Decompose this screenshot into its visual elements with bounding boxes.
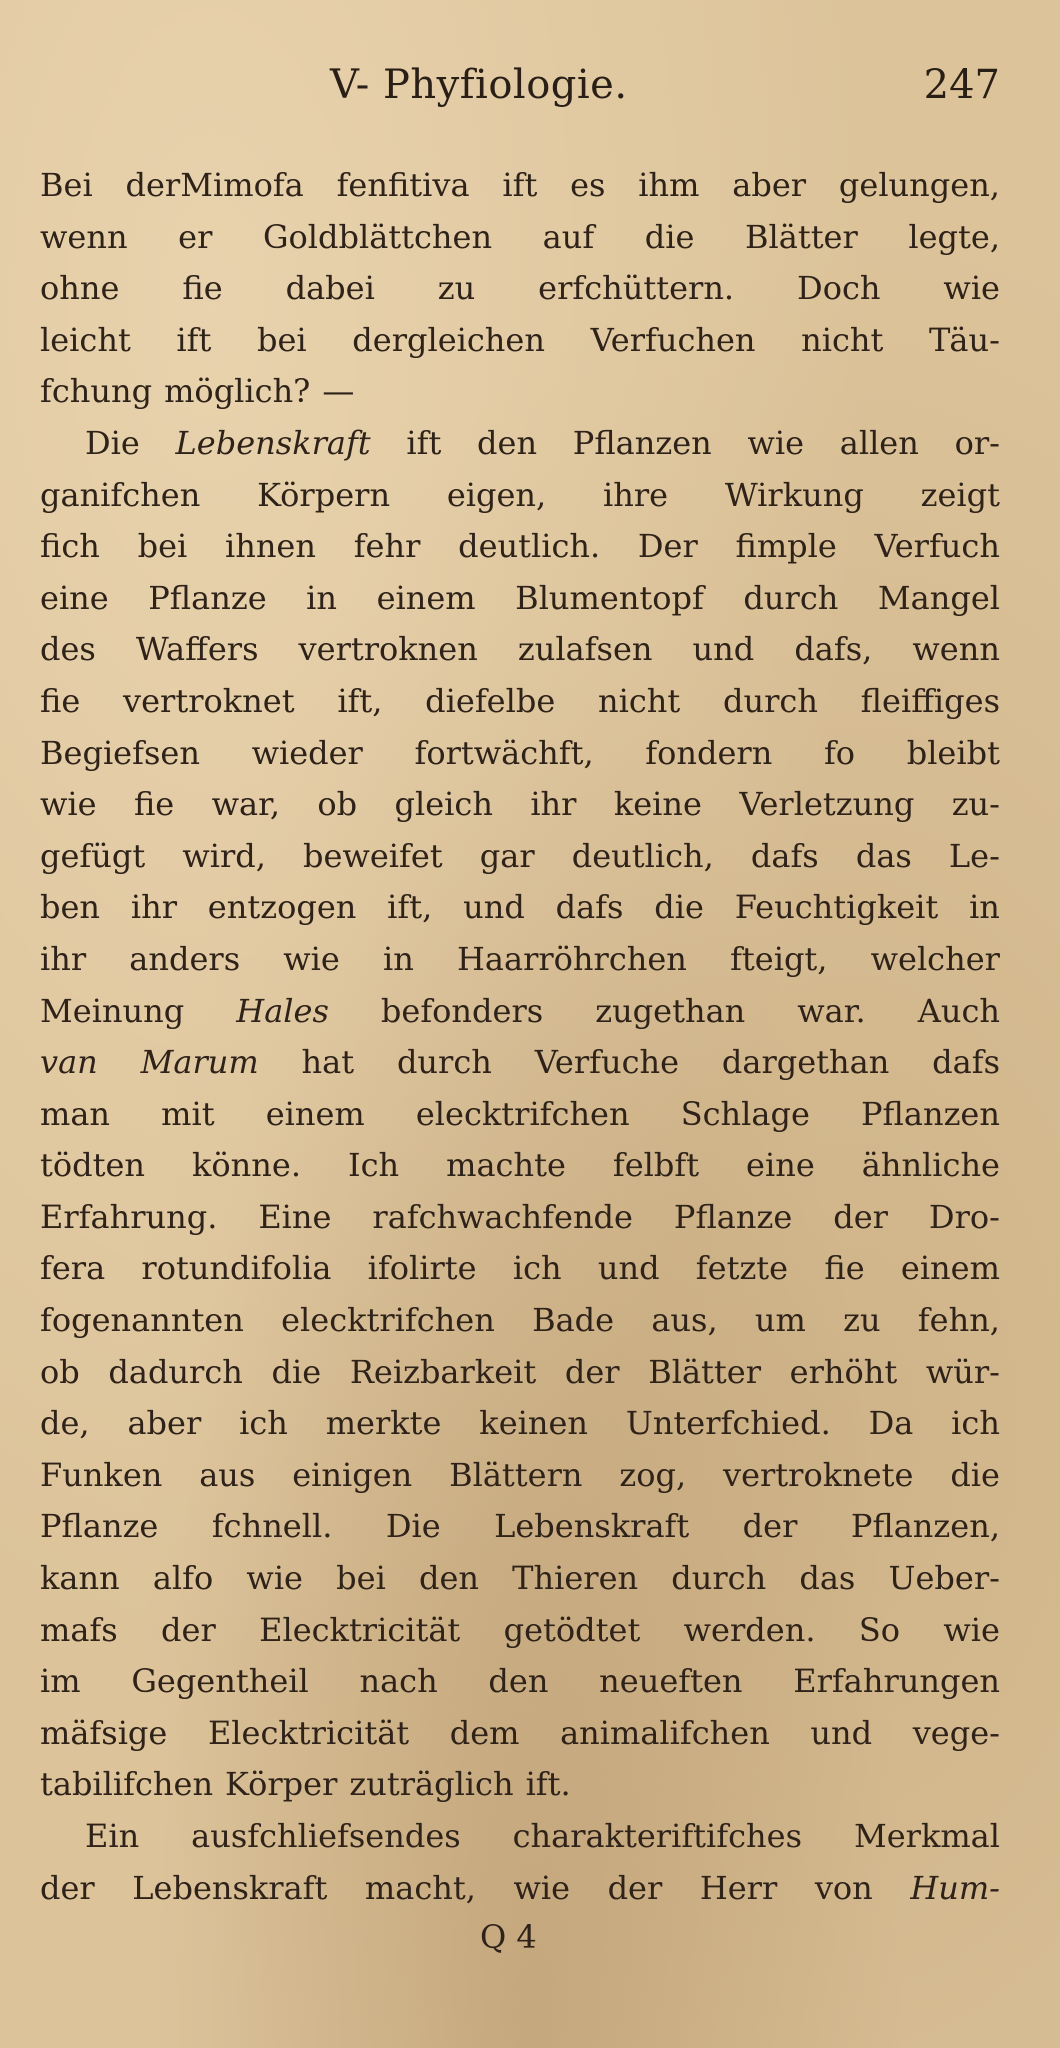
word: Erfahrung. — [40, 1197, 218, 1236]
word: Thieren — [512, 1559, 639, 1598]
word: Pflanzen — [861, 1094, 1000, 1133]
word: dem — [449, 1713, 520, 1752]
word: Körper — [225, 1765, 338, 1804]
word: welcher — [870, 939, 1000, 978]
word: ihnen — [224, 527, 316, 566]
word: deutlich. — [458, 527, 601, 566]
text-line — [40, 315, 1000, 367]
word: keinen — [479, 1404, 589, 1443]
word: fortwächft, — [414, 733, 594, 772]
word: eine — [40, 578, 109, 617]
word: befonders — [380, 991, 544, 1030]
text-line — [40, 1450, 1000, 1502]
word: charakteriftifches — [512, 1817, 802, 1855]
text-line — [40, 1605, 1000, 1657]
word: Pflanzen, — [850, 1507, 1000, 1546]
text-line — [40, 779, 1000, 831]
word: Der — [637, 527, 698, 566]
word: kann — [40, 1559, 120, 1598]
text-line — [40, 1501, 1000, 1553]
word: Die — [385, 1507, 441, 1546]
word: Dro- — [928, 1197, 1000, 1236]
word: Gegentheil — [131, 1662, 309, 1701]
word: die — [644, 217, 695, 256]
word: um — [754, 1301, 806, 1340]
word: ihr — [530, 785, 577, 824]
word: Da — [868, 1404, 914, 1443]
word: Verfuchen — [590, 320, 756, 359]
word: einem — [900, 1249, 1000, 1288]
word: fenfitiva — [336, 166, 470, 204]
word: wird, — [182, 836, 266, 875]
word: bei — [137, 527, 188, 566]
word: Le- — [948, 836, 1000, 875]
word: Goldblättchen — [262, 217, 493, 256]
word: aber — [127, 1404, 202, 1443]
word: bei — [256, 320, 307, 359]
word: Täu- — [929, 320, 1000, 359]
word: im — [40, 1662, 81, 1701]
text-line — [40, 624, 1000, 676]
word: Pflanze — [148, 578, 267, 617]
word: ihr — [40, 939, 87, 978]
word: ausfchliefsendes — [191, 1817, 461, 1855]
word: der — [833, 1197, 888, 1236]
text-line — [40, 986, 1000, 1038]
word: elecktrifchen — [281, 1301, 495, 1340]
word: mäfsige — [40, 1713, 168, 1752]
word: ob — [40, 1352, 80, 1391]
word: wie — [40, 785, 97, 824]
word: Elecktricität — [259, 1610, 461, 1649]
word: Herr — [699, 1868, 778, 1907]
word: Feuchtigkeit — [734, 888, 939, 927]
text-line — [40, 418, 1000, 470]
word: den — [488, 1662, 549, 1701]
word: Reizbarkeit — [349, 1352, 537, 1391]
word: hat — [301, 1043, 355, 1082]
word: den — [477, 423, 538, 462]
word: animalifchen — [560, 1713, 770, 1752]
text-line — [40, 212, 1000, 264]
running-head — [0, 62, 1060, 122]
page-number: 247 — [923, 62, 1000, 108]
word: ifolirte — [367, 1249, 477, 1288]
word: fera — [40, 1249, 106, 1288]
word: durch — [396, 1043, 492, 1082]
word: wie — [747, 423, 805, 462]
word: Meinung — [40, 991, 185, 1030]
word: Blätter — [648, 1352, 761, 1391]
word: Wirkung — [724, 475, 864, 514]
word: elecktrifchen — [415, 1094, 630, 1133]
word: wie — [513, 1868, 571, 1907]
word: vertroknen — [298, 630, 478, 669]
word: einem — [265, 1094, 365, 1133]
word: durch — [671, 1559, 767, 1598]
text-line — [40, 1708, 1000, 1760]
word: alfo — [152, 1559, 214, 1598]
word: felbft — [612, 1146, 700, 1185]
word: Mangel — [877, 578, 1000, 617]
word: ift — [176, 320, 212, 359]
word: durch — [723, 681, 818, 720]
word: wür- — [925, 1352, 1000, 1391]
word: von — [814, 1868, 873, 1907]
word: Marum — [140, 1043, 259, 1082]
word: aus — [199, 1455, 256, 1494]
word: gleich — [394, 785, 493, 824]
word: Auch — [917, 991, 1000, 1030]
word: man — [40, 1094, 111, 1133]
text-line — [40, 1192, 1000, 1244]
word: ift. — [525, 1765, 571, 1804]
word: der — [564, 1352, 620, 1391]
word: möglich? — [164, 372, 311, 411]
word: ift — [502, 166, 538, 204]
word: ihr — [130, 888, 177, 927]
word: einigen — [292, 1455, 413, 1494]
word: merkte — [325, 1404, 442, 1443]
word: nicht — [801, 320, 884, 359]
word: der — [161, 1610, 216, 1649]
word: ich — [239, 1404, 288, 1443]
word: ähnliche — [861, 1146, 1000, 1185]
word: Verfuche — [534, 1043, 680, 1082]
word: der — [607, 1868, 663, 1907]
word: eine — [746, 1146, 815, 1185]
word: eigen, — [446, 475, 547, 514]
word: könne. — [192, 1146, 301, 1185]
word: Pflanze — [40, 1507, 159, 1546]
text-line — [40, 882, 1000, 934]
word: So — [858, 1610, 901, 1649]
word: machte — [446, 1146, 566, 1185]
word: rotundifolia — [141, 1249, 332, 1288]
word: dafs — [932, 1043, 1000, 1082]
word: allen — [839, 423, 919, 462]
word: Lebenskraft — [175, 423, 371, 462]
word: fondern — [645, 733, 773, 772]
word: Ein — [85, 1817, 140, 1855]
word: fie — [182, 269, 223, 308]
word: rafchwachfende — [372, 1197, 633, 1236]
text-line — [40, 831, 1000, 883]
word: des — [40, 630, 96, 669]
word: fo — [823, 733, 856, 772]
word: vertroknet — [123, 681, 295, 720]
text-line — [40, 728, 1000, 780]
word: zulafsen — [517, 630, 653, 669]
word: nach — [359, 1662, 438, 1701]
word: Bade — [532, 1301, 615, 1340]
word: Eine — [258, 1197, 332, 1236]
word: Blätter — [745, 217, 858, 256]
text-line — [40, 1295, 1000, 1347]
word: ich — [951, 1404, 1000, 1443]
word: zeigt — [920, 475, 1000, 514]
text-line — [40, 366, 1000, 418]
text-line — [40, 470, 1000, 522]
word: zu — [843, 1301, 881, 1340]
word: und — [597, 1249, 660, 1288]
word: Merkmal — [853, 1817, 1000, 1855]
word: erfchüttern. — [538, 269, 735, 308]
word: Die — [85, 423, 140, 462]
word: zugethan — [595, 991, 746, 1030]
word: fie — [40, 681, 81, 720]
word: ich — [512, 1249, 562, 1288]
word: Begiefsen — [40, 733, 200, 772]
word: Doch — [797, 269, 881, 308]
word: und — [463, 888, 525, 927]
word: einem — [376, 578, 476, 617]
word: fie — [824, 1249, 865, 1288]
text-line — [40, 160, 1000, 212]
word: fleiffiges — [860, 681, 1000, 720]
word: war, — [211, 785, 281, 824]
word: Pflanzen — [572, 423, 712, 462]
word: Haarröhrchen — [457, 939, 687, 978]
word: dafs — [555, 888, 624, 927]
word: Ueber- — [888, 1559, 1000, 1598]
word: wie — [283, 939, 340, 978]
word: fchnell. — [211, 1507, 333, 1546]
word: dafs — [750, 836, 819, 875]
text-line — [40, 1863, 1000, 1915]
word: auf — [542, 217, 595, 256]
word: Schlage — [680, 1094, 810, 1133]
word: diefelbe — [425, 681, 556, 720]
word: Hum- — [910, 1868, 1000, 1907]
word: nicht — [598, 681, 681, 720]
word: Bei — [40, 166, 93, 204]
word: fie — [133, 785, 175, 824]
word: wenn — [912, 630, 1000, 669]
word: fehr — [353, 527, 421, 566]
word: in — [969, 888, 1000, 927]
word: fehn, — [917, 1301, 1000, 1340]
word: dargethan — [721, 1043, 890, 1082]
word: es — [570, 166, 606, 204]
word: Unterfchied. — [625, 1404, 831, 1443]
word: zu- — [951, 785, 1000, 824]
word: dabei — [285, 269, 375, 308]
word: ganifchen — [40, 475, 201, 514]
word: Ich — [347, 1146, 400, 1185]
word: zog, — [619, 1455, 687, 1494]
word: wie — [246, 1559, 303, 1598]
word: Körpern — [257, 475, 391, 514]
word: fogenannten — [40, 1301, 244, 1340]
word: Erfahrungen — [793, 1662, 1000, 1701]
word: anders — [129, 939, 241, 978]
word: Funken — [40, 1455, 163, 1494]
word: legte, — [908, 217, 1000, 256]
text-line — [40, 1089, 1000, 1141]
word: fetzte — [695, 1249, 789, 1288]
word: Blumentopf — [515, 578, 704, 617]
word: Lebenskraft — [132, 1868, 328, 1907]
word: dergleichen — [352, 320, 545, 359]
word: tabilifchen — [40, 1765, 214, 1804]
word: gefügt — [40, 836, 146, 875]
word: das — [855, 836, 912, 875]
text-line — [40, 676, 1000, 728]
word: getödtet — [503, 1610, 641, 1649]
word: ift, — [387, 888, 433, 927]
word: Lebenskraft — [494, 1507, 690, 1546]
text-line — [40, 1553, 1000, 1605]
text-line — [40, 521, 1000, 573]
word: fimple — [735, 527, 837, 566]
word: und — [692, 630, 755, 669]
word: ihm — [638, 166, 700, 204]
word: ift, — [337, 681, 383, 720]
text-line — [40, 573, 1000, 625]
word: der — [40, 1868, 95, 1907]
word: aus, — [651, 1301, 718, 1340]
printer-signature-mark: Q 4 — [480, 1918, 537, 1956]
word: — — [322, 372, 355, 411]
chapter-title: V- Phyfiologie. — [330, 62, 628, 108]
word: macht, — [364, 1868, 476, 1907]
word: neueften — [599, 1662, 743, 1701]
word: mafs — [40, 1610, 118, 1649]
word: zuträglich — [349, 1765, 514, 1804]
word: ihre — [602, 475, 669, 514]
text-line — [40, 934, 1000, 986]
word: Verfuch — [874, 527, 1000, 566]
word: gar — [479, 836, 535, 875]
word: vertroknete — [722, 1455, 914, 1494]
word: fteigt, — [730, 939, 828, 978]
word: wieder — [251, 733, 363, 772]
word: wenn — [40, 217, 128, 256]
word: beweifet — [303, 836, 443, 875]
text-line — [40, 1037, 1000, 1089]
word: dadurch — [108, 1352, 243, 1391]
word: war. — [797, 991, 866, 1030]
word: das — [799, 1559, 856, 1598]
word: erhöht — [789, 1352, 898, 1391]
word: den — [418, 1559, 479, 1598]
word: ift — [406, 423, 442, 462]
text-line — [40, 1656, 1000, 1708]
word: die — [654, 888, 704, 927]
word: die — [950, 1455, 1000, 1494]
word: keine — [613, 785, 702, 824]
word: ob — [317, 785, 358, 824]
word: or- — [954, 423, 1000, 462]
text-line — [40, 1811, 1000, 1863]
word: mit — [161, 1094, 215, 1133]
word: Elecktricität — [207, 1713, 410, 1752]
word: werden. — [683, 1610, 816, 1649]
word: und — [810, 1713, 873, 1752]
word: die — [271, 1352, 322, 1391]
word: ben — [40, 888, 101, 927]
word: Verletzung — [739, 785, 915, 824]
word: aber — [732, 166, 807, 204]
word: Blättern — [449, 1455, 583, 1494]
word: wie — [943, 1610, 1000, 1649]
word: Waffers — [135, 630, 259, 669]
word: bei — [336, 1559, 386, 1598]
word: gelungen, — [838, 166, 1000, 204]
word: derMimofa — [125, 166, 304, 204]
text-line — [40, 1243, 1000, 1295]
word: in — [383, 939, 414, 978]
body-text — [40, 160, 1000, 1914]
text-line — [40, 263, 1000, 315]
word: Pflanze — [673, 1197, 793, 1236]
word: deutlich, — [571, 836, 714, 875]
word: er — [178, 217, 213, 256]
text-line — [40, 1347, 1000, 1399]
word: entzogen — [207, 888, 357, 927]
word: dafs, — [794, 630, 873, 669]
word: fich — [40, 527, 100, 566]
word: in — [306, 578, 338, 617]
word: van — [40, 1043, 98, 1082]
word: zu — [437, 269, 476, 308]
text-line — [40, 1759, 1000, 1811]
word: leicht — [40, 320, 131, 359]
word: bleibt — [906, 733, 1000, 772]
word: ohne — [40, 269, 120, 308]
word: wie — [943, 269, 1000, 308]
text-line — [40, 1398, 1000, 1450]
text-line — [40, 1140, 1000, 1192]
word: durch — [743, 578, 839, 617]
word: de, — [40, 1404, 90, 1443]
word: Hales — [236, 991, 329, 1030]
word: tödten — [40, 1146, 146, 1185]
word: vege- — [912, 1713, 1000, 1752]
word: fchung — [40, 372, 153, 411]
word: der — [742, 1507, 798, 1546]
